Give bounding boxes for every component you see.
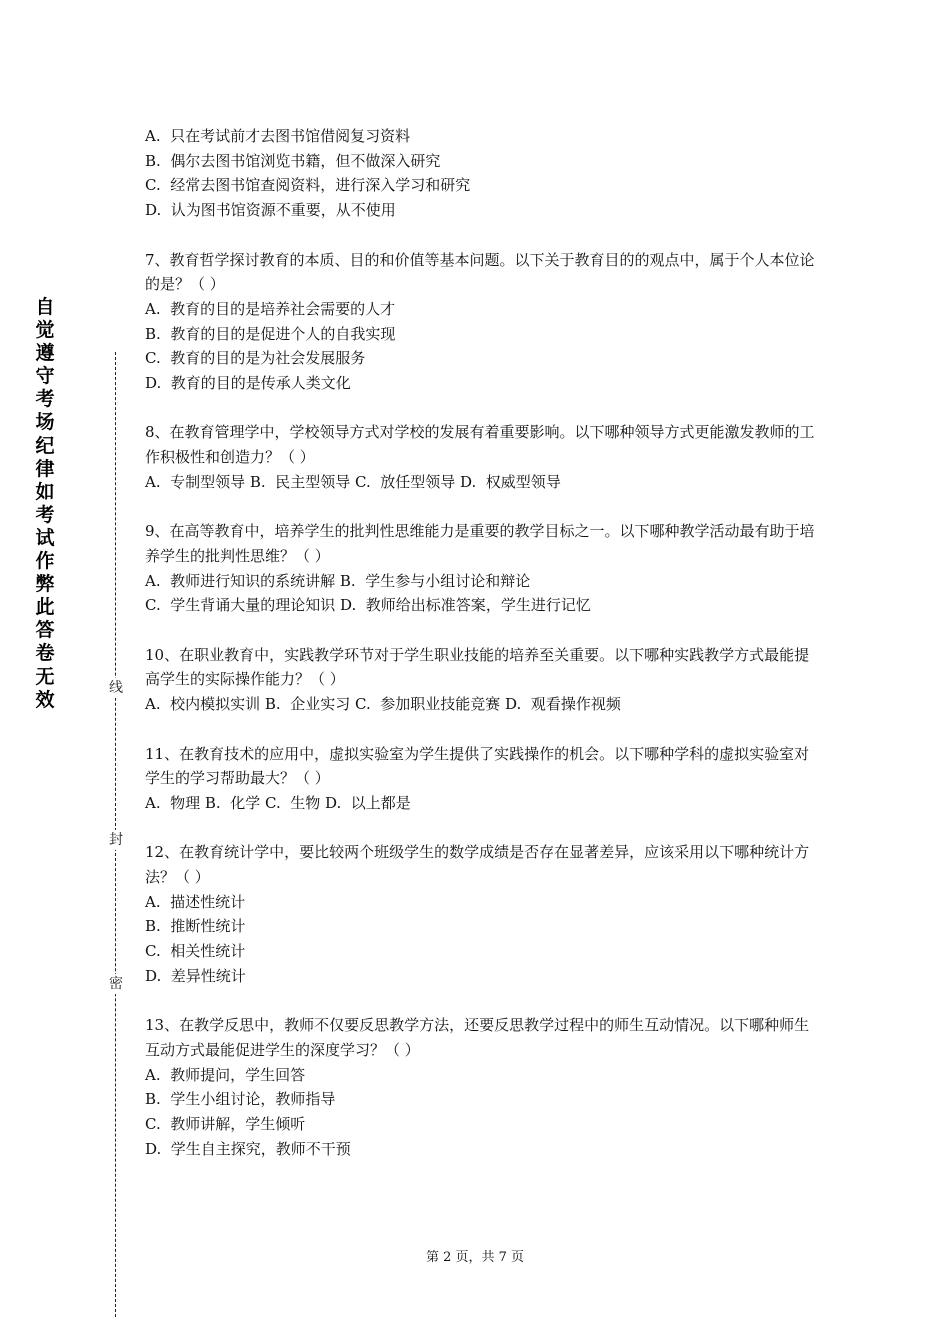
answer-option: B. 偶尔去图书馆浏览书籍，但不做深入研究 (145, 151, 441, 170)
answer-option: D. 差异性统计 (145, 966, 246, 985)
answer-option: D. 学生自主探究，教师不干预 (145, 1139, 351, 1158)
notice-char: 试 (35, 526, 55, 549)
question-list (145, 124, 815, 1186)
answer-option: A. 物理 B. 化学 C. 生物 D. 以上都是 (145, 793, 411, 812)
answer-option: A. 教师提问，学生回答 (145, 1065, 306, 1084)
question-block (145, 840, 815, 988)
question-stem: 11、在教育技术的应用中，虚拟实验室为学生提供了实践操作的机会。以下哪种学科的虚拟实验室对学生的学习帮助最大？（ ） (145, 744, 810, 788)
question-stem: 9、在高等教育中，培养学生的批判性思维能力是重要的教学目标之一。以下哪种教学活动最有助于培养学生的批判性思维？（ ） (145, 522, 815, 565)
answer-option: A. 描述性统计 (145, 892, 246, 911)
seal-mark-secret: 密 (106, 974, 126, 994)
answer-option: C. 相关性统计 (145, 942, 246, 961)
question-block (145, 742, 815, 816)
notice-char: 觉 (35, 319, 55, 342)
notice-char: 作 (35, 550, 55, 573)
page-footer: 第 2 页，共 7 页 (425, 1250, 525, 1265)
question-block (145, 519, 815, 618)
answer-option: C. 教师讲解，学生倾听 (145, 1115, 306, 1134)
notice-char: 此 (35, 596, 55, 619)
answer-option: A. 教师进行知识的系统讲解 B. 学生参与小组讨论和辩论 (145, 571, 531, 590)
answer-option: C. 学生背诵大量的理论知识 D. 教师给出标准答案，学生进行记忆 (145, 596, 591, 615)
question-block (145, 643, 815, 717)
question-stem: 13、在教学反思中，教师不仅要反思教学方法，还要反思教学过程中的师生互动情况。以下哪种师生互动方式最能促进学生的深度学习？（ ） (145, 1016, 810, 1059)
notice-char: 效 (35, 688, 55, 711)
answer-option: A. 校内模拟实训 B. 企业实习 C. 参加职业技能竞赛 D. 观看操作视频 (145, 695, 621, 714)
answer-option: D. 教育的目的是传承人类文化 (145, 374, 351, 393)
notice-char: 考 (35, 388, 55, 411)
question-block (145, 248, 815, 396)
notice-char: 自 (35, 296, 55, 318)
notice-char: 考 (35, 503, 55, 526)
question-stem: 12、在教育统计学中，要比较两个班级学生的数学成绩是否存在显著差异，应该采用以下哪种统计方法？（ ） (145, 843, 810, 886)
answer-option: C. 经常去图书馆查阅资料，进行深入学习和研究 (145, 176, 471, 195)
question-stem: 8、在教育管理学中，学校领导方式对学校的发展有着重要影响。以下哪种领导方式更能激发教师的工作积极性和创造力？（ ） (145, 423, 815, 467)
notice-char: 如 (35, 480, 55, 503)
notice-char: 卷 (35, 642, 55, 665)
question-block (145, 1013, 815, 1161)
notice-char: 遵 (35, 342, 55, 365)
answer-option: C. 教育的目的是为社会发展服务 (145, 349, 366, 368)
notice-char: 律 (35, 457, 55, 480)
question-block (145, 420, 815, 494)
exam-discipline-notice (30, 296, 60, 712)
notice-char: 弊 (35, 573, 55, 596)
seal-mark-line: 线 (106, 678, 126, 698)
answer-option: A. 只在考试前才去图书馆借阅复习资料 (145, 127, 411, 145)
question-stem: 7、教育哲学探讨教育的本质、目的和价值等基本问题。以下关于教育目的的观点中，属于个人本位论的是？（ ） (145, 250, 815, 294)
notice-char: 无 (35, 665, 55, 688)
notice-char: 场 (35, 411, 55, 434)
notice-char: 守 (35, 365, 55, 388)
seal-mark-seal: 封 (106, 830, 126, 850)
answer-option: B. 推断性统计 (145, 917, 246, 936)
answer-option: A. 教育的目的是培养社会需要的人才 (145, 299, 396, 318)
notice-char: 纪 (35, 434, 55, 457)
question-stem: 10、在职业教育中，实践教学环节对于学生职业技能的培养至关重要。以下哪种实践教学方式最能提高学生的实际操作能力？（ ） (145, 645, 810, 689)
answer-option: B. 教育的目的是促进个人的自我实现 (145, 324, 396, 343)
answer-option: B. 学生小组讨论，教师指导 (145, 1090, 336, 1109)
question-block (145, 124, 815, 223)
answer-option: D. 认为图书馆资源不重要，从不使用 (145, 201, 396, 220)
answer-option: A. 专制型领导 B. 民主型领导 C. 放任型领导 D. 权威型领导 (145, 472, 561, 491)
notice-char: 答 (35, 619, 55, 642)
